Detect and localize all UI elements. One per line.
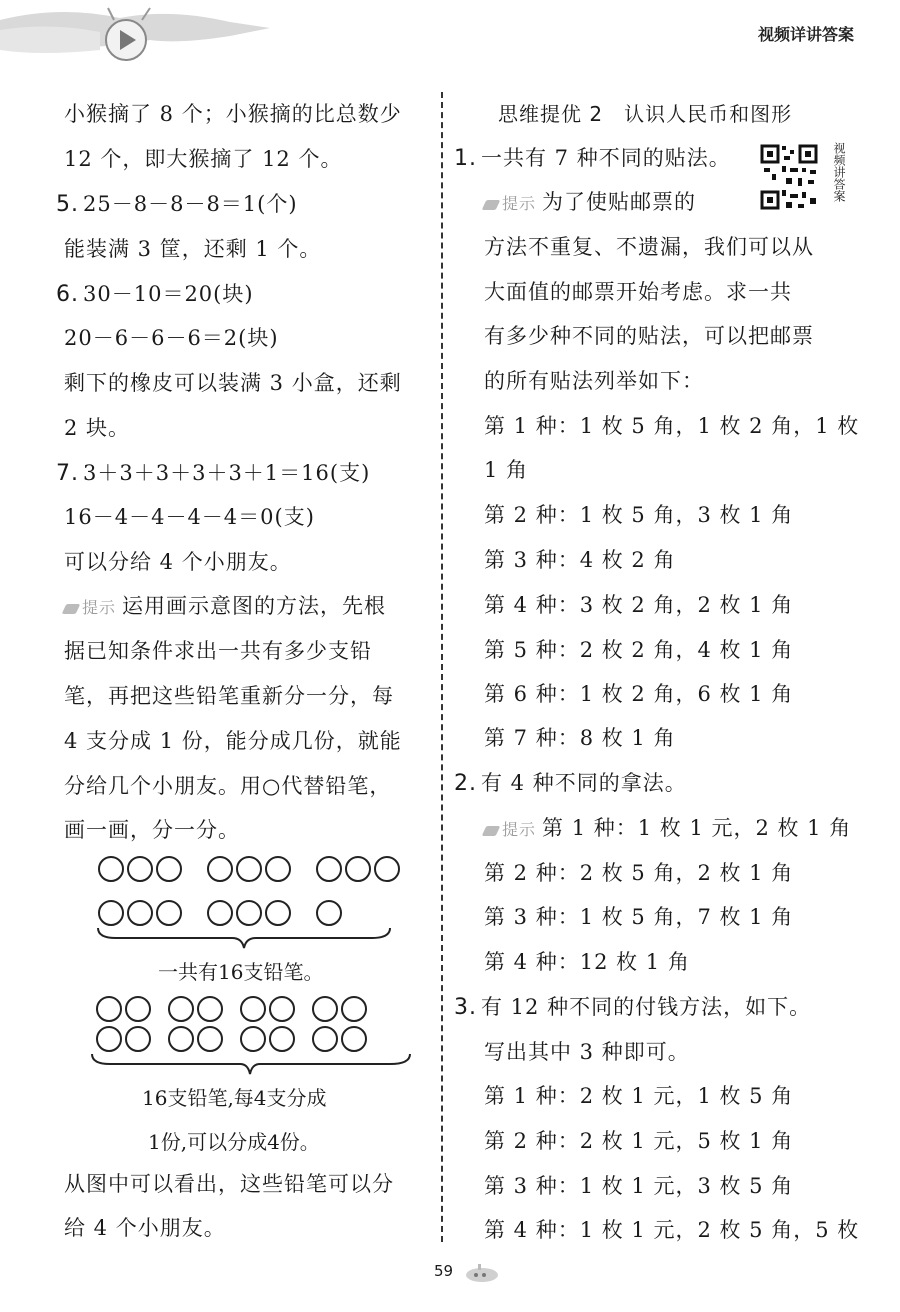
hint-tag: 提示 [484,194,536,213]
text-line: 写出其中 3 种即可。 [484,1040,690,1064]
list-item: 第 4 种：12 枚 1 角 [484,950,690,974]
list-item: 第 3 种：4 枚 2 角 [484,548,676,572]
pen-icon [482,200,501,210]
pen-icon [62,604,81,614]
header-title: 视频详讲答案 [757,25,854,44]
question-number: 7. [56,461,79,486]
diagram-caption: 一共有16支铅笔。 [158,960,324,984]
hint-line: 提示 运用画示意图的方法，先根 [64,590,386,620]
hint-line: 画一画，分一分。 [64,818,240,842]
hint-line: 分给几个小朋友。用○代替铅笔， [64,774,392,798]
text-line: 12 个，即大猴摘了 12 个。 [64,147,343,171]
pen-icon [482,826,501,836]
equation: 20－6－6－6＝2(块) [64,326,279,350]
list-item: 第 2 种：1 枚 5 角，3 枚 1 角 [484,503,794,527]
question-number: 2. [454,771,477,796]
list-item: 第 4 种：1 枚 1 元，2 枚 5 角，5 枚 [484,1218,860,1242]
hint-tag: 提示 [484,820,536,839]
qr-code-icon[interactable] [760,142,818,212]
list-item: 第 7 种：8 枚 1 角 [484,726,676,750]
list-item: 第 2 种：2 枚 1 元，5 枚 1 角 [484,1129,794,1153]
question-2: 2. 有 4 种不同的拿法。 [454,771,687,796]
text-line: 从图中可以看出，这些铅笔可以分 [64,1172,394,1196]
text-line: 能装满 3 筐，还剩 1 个。 [64,237,322,261]
list-item: 第 4 种：3 枚 2 角，2 枚 1 角 [484,593,794,617]
question-7 [56,457,370,487]
list-item: 第 2 种：2 枚 5 角，2 枚 1 角 [484,861,794,885]
question-6 [56,278,254,308]
question-5 [56,188,298,218]
text-line: 2 块。 [64,416,131,440]
hint-line: 的所有贴法列举如下： [484,369,704,393]
hint-line: 提示 第 1 种：1 枚 1 元，2 枚 1 角 [484,812,851,842]
diagram-caption: 1份,可以分成4份。 [148,1130,320,1154]
diagram-caption: 16支铅笔,每4支分成 [142,1086,327,1110]
submarine-icon [462,1262,502,1284]
brace-1 [96,926,392,952]
text-line: 剩下的橡皮可以装满 3 小盒，还剩 [64,371,402,395]
hint-tag: 提示 [64,598,116,617]
list-item: 第 6 种：1 枚 2 角，6 枚 1 角 [484,682,794,706]
pencil-groups-row-2 [96,1026,370,1052]
question-number: 1. [454,146,477,171]
hint-line: 方法不重复、不遗漏，我们可以从 [484,235,814,259]
equation: 3＋3＋3＋3＋3＋1＝16(支) [83,461,371,485]
list-item: 第 1 种：1 枚 5 角，1 枚 2 角，1 枚 [484,414,860,438]
section-title: 思维提优 2 认识人民币和图形 [498,102,793,126]
hint-line: 提示 为了使贴邮票的 [484,186,696,216]
pencil-circles-row-1 [98,856,403,882]
equation: 30－10＝20(块) [83,282,254,306]
text-line: 可以分给 4 个小朋友。 [64,550,292,574]
column-divider [441,92,443,1242]
question-3: 3. 有 12 种不同的付钱方法，如下。 [454,995,812,1020]
hint-line: 笔，再把这些铅笔重新分一分，每 [64,684,394,708]
list-item: 第 3 种：1 枚 1 元，3 枚 5 角 [484,1174,794,1198]
hint-line: 大面值的邮票开始考虑。求一共 [484,280,792,304]
list-item: 第 5 种：2 枚 2 角，4 枚 1 角 [484,638,794,662]
qr-label: 视频讲答案 [832,142,846,202]
list-item: 第 1 种：2 枚 1 元，1 枚 5 角 [484,1084,794,1108]
question-number: 6. [56,282,79,307]
question-1: 1. 一共有 7 种不同的贴法。 [454,146,731,171]
header-banner [0,0,300,70]
question-number: 3. [454,995,477,1020]
list-item: 第 3 种：1 枚 5 角，7 枚 1 角 [484,905,794,929]
brace-2 [90,1052,412,1078]
equation: 25－8－8－8＝1(个) [83,192,298,216]
hint-line: 4 支分成 1 份，能分成几份，就能 [64,729,402,753]
pencil-circles-row-2 [98,900,345,926]
text-line: 小猴摘了 8 个；小猴摘的比总数少 [64,102,402,126]
text-line: 给 4 个小朋友。 [64,1216,226,1240]
equation: 16－4－4－4－4＝0(支) [64,505,315,529]
list-item: 1 角 [484,458,529,482]
page-number: 59 [434,1262,454,1280]
hint-line: 据已知条件求出一共有多少支铅 [64,639,372,663]
hint-line: 有多少种不同的贴法，可以把邮票 [484,324,814,348]
pencil-groups-row-1 [96,996,370,1022]
question-number: 5. [56,192,79,217]
